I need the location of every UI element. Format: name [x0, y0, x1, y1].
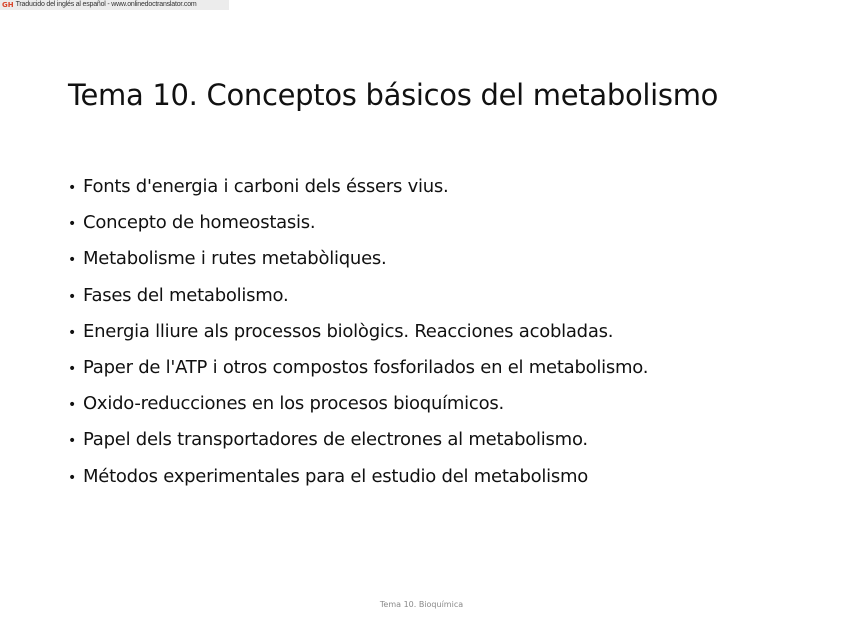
bullet-list	[68, 174, 648, 500]
translator-banner[interactable]	[0, 0, 229, 10]
list-item-text: Fonts d'energia i carboni dels éssers vius.	[83, 176, 449, 197]
list-item-text: Energia lliure als processos biològics. Reacciones acobladas.	[83, 320, 614, 342]
list-item	[68, 355, 648, 391]
list-item	[68, 391, 648, 427]
list-item-text: Fases del metabolismo.	[83, 284, 289, 306]
list-item	[68, 464, 648, 500]
bullet-icon: •	[68, 433, 77, 450]
bullet-icon: •	[68, 180, 77, 196]
bullet-icon: •	[68, 397, 77, 414]
list-item	[68, 174, 648, 210]
list-item	[68, 283, 648, 319]
list-item-text: Métodos experimentales para el estudio del metabolismo	[83, 465, 589, 487]
bullet-icon: •	[68, 216, 77, 233]
bullet-icon: •	[68, 469, 77, 486]
bullet-icon: •	[68, 252, 77, 269]
list-item	[68, 210, 648, 246]
list-item	[68, 319, 648, 355]
bullet-icon: •	[68, 360, 77, 377]
slide-title: Tema 10. Conceptos básicos del metabolismo	[68, 78, 719, 112]
translator-logo-icon: GH	[2, 1, 14, 9]
list-item-text: Oxido-reducciones en los procesos bioquímicos.	[83, 393, 504, 415]
bullet-icon: •	[68, 288, 77, 305]
list-item-text: Paper de l'ATP i otros compostos fosforilados en el metabolismo.	[83, 356, 649, 378]
slide-footer: Tema 10. Bioquímica	[379, 600, 464, 609]
list-item-text: Papel dels transportadores de electrones al metabolismo.	[83, 429, 588, 451]
translator-banner-text[interactable]: Traducido del inglés al español - www.onlinedoctranslator.com	[15, 1, 197, 8]
list-item	[68, 246, 648, 282]
list-item	[68, 427, 648, 463]
bullet-icon: •	[68, 324, 77, 341]
list-item-text: Concepto de homeostasis.	[83, 212, 316, 234]
list-item-text: Metabolisme i rutes metabòliques.	[83, 248, 387, 270]
